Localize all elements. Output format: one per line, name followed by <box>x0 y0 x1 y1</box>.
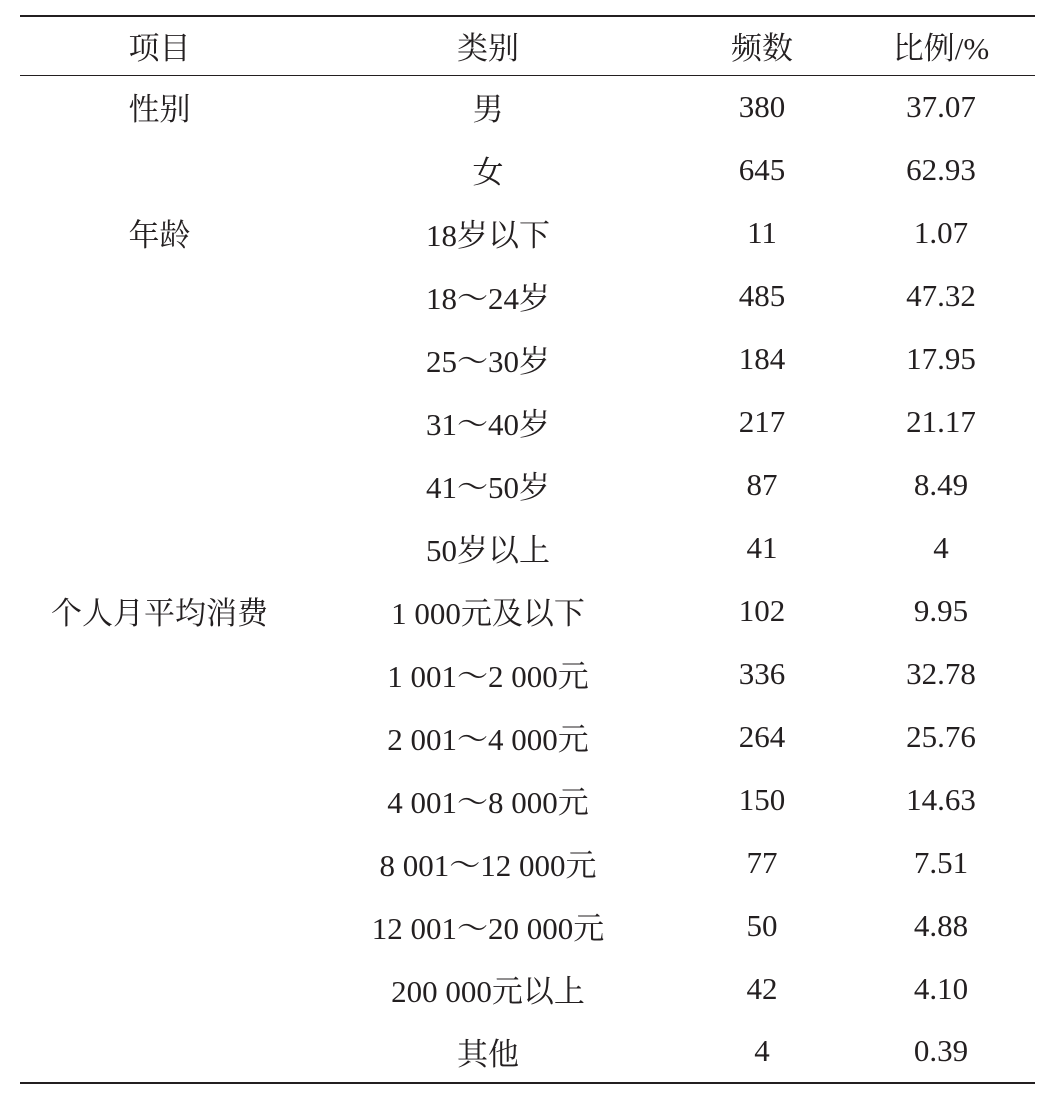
table-row <box>20 75 1035 138</box>
frequency-cell: 645 <box>738 151 786 187</box>
category-cell: 1 001～2 000元 <box>387 659 589 694</box>
table-header <box>20 16 1035 75</box>
percentage-cell: 21.17 <box>906 403 976 439</box>
percentage-cell: 14.63 <box>906 781 976 817</box>
header-item: 项目 <box>20 16 299 75</box>
item-cell: 年龄 <box>128 218 191 253</box>
category-cell: 18岁以下 <box>426 218 550 253</box>
frequency-cell: 11 <box>747 214 777 250</box>
category-cell: 25～30岁 <box>426 344 550 379</box>
item-cell <box>20 705 299 768</box>
frequency-cell: 150 <box>738 781 786 817</box>
table-row <box>20 705 1035 768</box>
percentage-cell: 8.49 <box>913 466 969 502</box>
frequency-cell: 102 <box>738 592 786 628</box>
table-row <box>20 642 1035 705</box>
category-cell: 31～40岁 <box>426 407 550 442</box>
table-row <box>20 390 1035 453</box>
item-cell <box>20 957 299 1020</box>
frequency-cell: 77 <box>746 844 778 880</box>
table-row <box>20 453 1035 516</box>
category-cell: 男 <box>472 92 504 128</box>
item-cell <box>20 390 299 453</box>
header-percentage: 比例/% <box>847 16 1035 75</box>
percentage-cell: 32.78 <box>906 655 976 691</box>
item-cell <box>20 1020 299 1083</box>
item-cell <box>20 831 299 894</box>
percentage-cell: 17.95 <box>906 340 976 376</box>
frequency-cell: 4 <box>677 1020 847 1083</box>
percentage-cell: 4.10 <box>913 970 969 1006</box>
table-row <box>20 957 1035 1020</box>
item-cell <box>20 138 299 201</box>
item-cell: 性别 <box>128 92 191 128</box>
percentage-cell: 0.39 <box>847 1020 1035 1083</box>
item-cell <box>20 516 299 579</box>
category-cell: 50岁以上 <box>426 533 550 568</box>
item-cell <box>20 768 299 831</box>
table-row <box>20 831 1035 894</box>
category-cell: 18～24岁 <box>426 281 550 316</box>
frequency-cell: 87 <box>746 466 778 502</box>
item-cell <box>20 327 299 390</box>
percentage-cell: 1.07 <box>913 214 969 250</box>
frequency-cell: 264 <box>738 718 786 754</box>
percentage-cell: 7.51 <box>913 844 969 880</box>
category-cell: 12 001～20 000元 <box>371 911 605 946</box>
percentage-cell: 9.95 <box>913 592 969 628</box>
table-row <box>20 201 1035 264</box>
statistics-table <box>20 15 1035 1084</box>
frequency-cell: 50 <box>746 907 778 943</box>
category-cell: 200 000元以上 <box>391 974 585 1009</box>
category-cell: 4 001～8 000元 <box>387 785 589 820</box>
item-cell <box>20 642 299 705</box>
frequency-cell: 42 <box>746 970 778 1006</box>
percentage-cell: 4.88 <box>913 907 969 943</box>
table-row <box>20 138 1035 201</box>
category-cell: 41～50岁 <box>426 470 550 505</box>
table-row <box>20 516 1035 579</box>
frequency-cell: 336 <box>738 655 786 691</box>
header-frequency: 频数 <box>677 16 847 75</box>
frequency-cell: 41 <box>746 529 778 565</box>
table-row <box>20 768 1035 831</box>
item-cell <box>20 453 299 516</box>
table-row <box>20 264 1035 327</box>
percentage-cell: 62.93 <box>906 151 976 187</box>
table-row <box>20 894 1035 957</box>
percentage-cell: 25.76 <box>906 718 976 754</box>
category-cell: 1 000元及以下 <box>391 596 585 631</box>
percentage-cell: 4 <box>933 529 949 565</box>
category-cell: 2 001～4 000元 <box>387 722 589 757</box>
frequency-cell: 485 <box>738 277 786 313</box>
table-body <box>20 75 1035 1083</box>
category-cell: 女 <box>472 155 504 190</box>
percentage-cell: 37.07 <box>906 88 976 124</box>
category-cell: 其他 <box>299 1020 677 1083</box>
category-cell: 8 001～12 000元 <box>379 848 597 883</box>
percentage-cell: 47.32 <box>906 277 976 313</box>
table-row <box>20 579 1035 642</box>
frequency-cell: 380 <box>738 88 786 124</box>
header-row <box>20 16 1035 75</box>
header-category: 类别 <box>299 16 677 75</box>
item-cell <box>20 264 299 327</box>
item-cell <box>20 894 299 957</box>
item-cell: 个人月平均消费 <box>51 596 268 631</box>
frequency-cell: 217 <box>738 403 786 439</box>
frequency-cell: 184 <box>738 340 786 376</box>
table-row <box>20 1020 1035 1083</box>
table-row <box>20 327 1035 390</box>
